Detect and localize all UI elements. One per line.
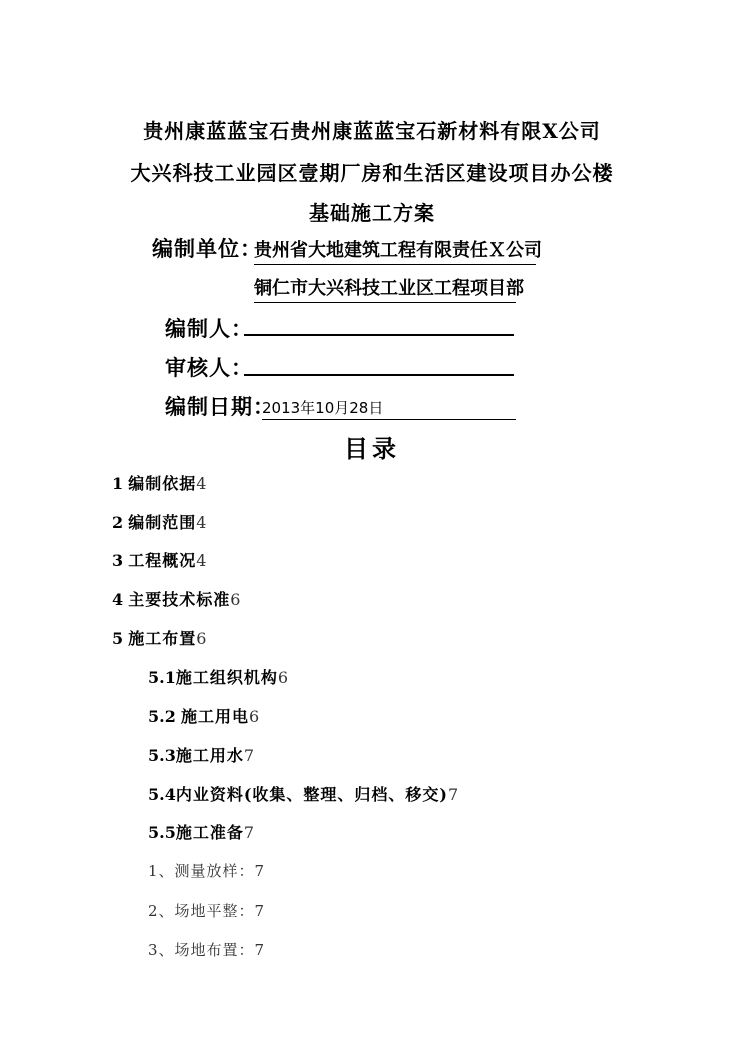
reviewer-label: 审核人： [165,355,253,380]
toc-item-5-3[interactable]: 5.3施工用水7 [148,746,255,765]
date-label: 编制日期： [165,394,275,419]
toc-item-1[interactable]: 1 编制依据4 [112,474,207,493]
compiler-field [244,312,514,336]
toc-item-5-4[interactable]: 5.4内业资料(收集、整理、归档、移交)7 [148,785,459,804]
doc-title: 基础施工方案 [309,201,435,225]
date-value: 2013年10月28日 [262,397,516,420]
project-line: 大兴科技工业园区壹期厂房和生活区建设项目办公楼 [130,161,614,185]
compiler-unit-label: 编制单位： [152,236,262,261]
compiler-unit-sub: 铜仁市大兴科技工业区工程项目部 [254,274,516,303]
toc-title: 目录 [344,434,400,463]
toc-item-5-5[interactable]: 5.5施工准备7 [148,823,255,842]
toc-item-5[interactable]: 5 施工布置6 [112,629,207,648]
compiler-label: 编制人： [165,316,253,341]
company-line: 贵州康蓝蓝宝石贵州康蓝蓝宝石新材料有限X公司 [143,119,601,143]
toc-item-5-5-1[interactable]: 1、测量放样：7 [148,862,266,880]
toc-item-2[interactable]: 2 编制范围4 [112,513,207,532]
toc-item-5-2[interactable]: 5.2 施工用电6 [148,707,260,726]
toc-item-5-5-3[interactable]: 3、场地布置：7 [148,941,266,959]
compiler-unit-value: 贵州省大地建筑工程有限责任Ｘ公司 [254,236,536,265]
reviewer-field [244,352,514,376]
toc-item-5-1[interactable]: 5.1施工组织机构6 [148,668,289,687]
toc-item-3[interactable]: 3 工程概况4 [112,551,207,570]
toc-item-5-5-2[interactable]: 2、场地平整：7 [148,902,266,920]
toc-item-4[interactable]: 4 主要技术标准6 [112,590,241,609]
